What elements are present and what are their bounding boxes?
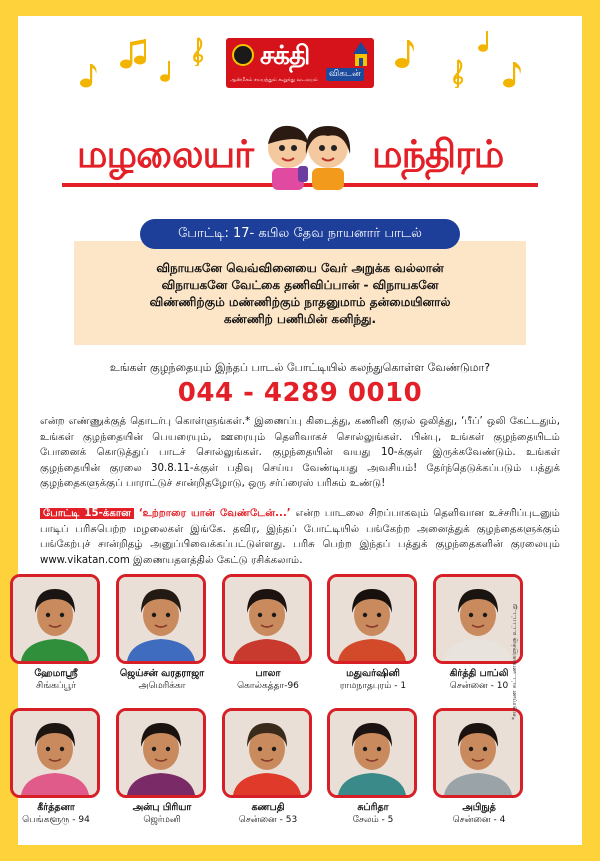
winner-name: பாலா	[255, 668, 281, 679]
music-note-icon	[478, 30, 492, 52]
contest-label: போட்டி: 17- கபில தேவ நாயனார் பாடல்	[140, 219, 460, 249]
verse-line: விண்ணிற்கும் மண்ணிற்கும் நாதனுமாம் தன்மையினால்	[149, 295, 451, 309]
ganesha-icon	[232, 44, 254, 66]
brand-name: சக்தி	[260, 41, 310, 71]
winner-card	[10, 574, 102, 692]
contest-15-tag: போட்டி 15-க்கான	[40, 508, 134, 519]
verse-line: கண்ணிற் பணிமின் கனிந்து.	[223, 312, 377, 326]
winner-photo	[116, 574, 206, 664]
winner-card	[222, 708, 314, 826]
participation-question: உங்கள் குழந்தையும் இந்தப் பாடல் போட்டியில் கலந்துகொள்ள வேண்டுமா?	[109, 361, 491, 374]
winner-photo	[327, 708, 417, 798]
winner-place: சென்னை - 4	[452, 815, 506, 825]
winner-place: சென்னை - 10	[449, 681, 509, 691]
winner-name: அன்பு பிரியா	[132, 802, 192, 813]
winner-photo	[116, 708, 206, 798]
singing-kids-icon	[248, 118, 368, 192]
winner-card	[116, 708, 208, 826]
winners-text: என்ற பாடலை சிறப்பாகவும் தெளிவான உச்சரிப்புடனும் பாடிப் பரிசுபெற்ற மழலைகள் இங்கே. தவிர, இந்தப் போட்டியில் பங்கேற்ற அனைத்துக் குழந்தைகளுக்கும் பங்கேற்புச் சான்றிதழ் அனுப்பிவைக்கப்பட்டுள்ளது. பரிசு பெற்ற இந்தப் பத்துக் குழந்தைகளின் குரலையும் www.vikatan.com இணையதளத்தில் கேட்டு ரசிக்கலாம்.	[40, 508, 560, 566]
brand-sub: விகடன்	[326, 68, 364, 81]
winner-place: கொல்கத்தா-96	[237, 681, 299, 691]
verse-line: விநாயகனே வெவ்வினையை வேர் அறுக்க வல்லான்	[156, 261, 444, 275]
brand-tagline: ஆன்மீகம் சமயத்தும் கூறுந்து வடமயம்	[230, 77, 318, 83]
music-note-icon	[503, 60, 525, 88]
song-title: ‘உற்றாரை யான் வேண்டேன்...’	[138, 508, 291, 519]
winner-photo	[433, 708, 523, 798]
treble-clef-icon	[450, 58, 466, 88]
winner-card	[116, 574, 208, 692]
winner-place: சென்னை - 53	[238, 815, 298, 825]
winner-name: மதுவர்ஷினி	[346, 668, 400, 679]
temple-icon	[352, 42, 370, 68]
music-note-icon	[160, 60, 174, 82]
winner-name: ஜெய்சன் வரதராஜா	[119, 668, 205, 679]
phone-number[interactable]: 044 - 4289 0010	[177, 378, 423, 408]
winner-photo	[327, 574, 417, 664]
winner-name: கணபதி	[251, 802, 285, 813]
winner-name: சுப்ரிதா	[357, 802, 389, 813]
winner-name: அபிநுத்	[462, 802, 496, 813]
winner-card	[327, 708, 419, 826]
side-note: *சாதாரண கட்டணங்களுக்கு உட்பட்டது	[510, 603, 518, 720]
winner-place: அமெரிக்கா	[138, 681, 186, 691]
winner-card	[327, 574, 419, 692]
music-note-icon	[395, 38, 415, 68]
page-title-left: மழலையர்	[76, 132, 253, 176]
winners-paragraph	[40, 506, 560, 568]
music-note-icon	[120, 38, 146, 70]
winner-card	[433, 708, 525, 826]
winner-place: சிங்கப்பூர்	[36, 681, 76, 691]
winner-photo	[10, 708, 100, 798]
winner-place: பெங்களூரு - 94	[22, 815, 90, 825]
winner-name: ஹேமாஸ்ரீ	[34, 668, 78, 679]
treble-clef-icon	[190, 36, 206, 66]
winner-photo	[222, 708, 312, 798]
instructions-paragraph: என்ற எண்ணுக்குத் தொடர்பு கொள்ளுங்கள்.* இணைப்பு கிடைத்து, கணினி குரல் ஒலித்து, ‘பீப்’ ஒலி கேட்டதும், உங்கள் குழந்தையின் பெயரையும், ஊரையும் தெளிவாகச் சொல்லுங்கள். பின்பு, உங்கள் குழந்தையிடம் போனைக் கொடுத்துப் பாடச் சொல்லுங்கள். குழந்தையின் வயது 10-க்குள் இருக்கவேண்டும். உங்கள் குழந்தையின் குரலை 30.8.11-க்குள் பதிவு செய்ய வேண்டியது அவசியம்! தேர்ந்தெடுக்கப்படும் பத்துக் குழந்தைகளுக்குப் பாராட்டுச் சான்றிதழோடு, ஒரு சர்ப்ரைஸ் பரிசும் உண்டு!	[40, 416, 560, 490]
winner-place: சேலம் - 5	[352, 815, 394, 825]
winner-photo	[10, 574, 100, 664]
winner-place: ஜெர்மனி	[143, 815, 181, 825]
winner-card	[222, 574, 314, 692]
verse-line: விநாயகனே வேட்கை தணிவிப்பான் - விநாயகனே	[161, 278, 439, 292]
page-title-right: மந்திரம்	[372, 132, 504, 176]
winner-place: ராமநாதபுரம் - 1	[339, 681, 407, 691]
verse	[74, 260, 526, 328]
music-note-icon	[80, 62, 98, 88]
winner-name: கிர்த்தி பாப்லி	[449, 668, 509, 679]
winner-photo	[222, 574, 312, 664]
brand-logo	[226, 38, 374, 88]
winner-card	[10, 708, 102, 826]
winner-name: கீர்த்தனா	[37, 802, 75, 813]
